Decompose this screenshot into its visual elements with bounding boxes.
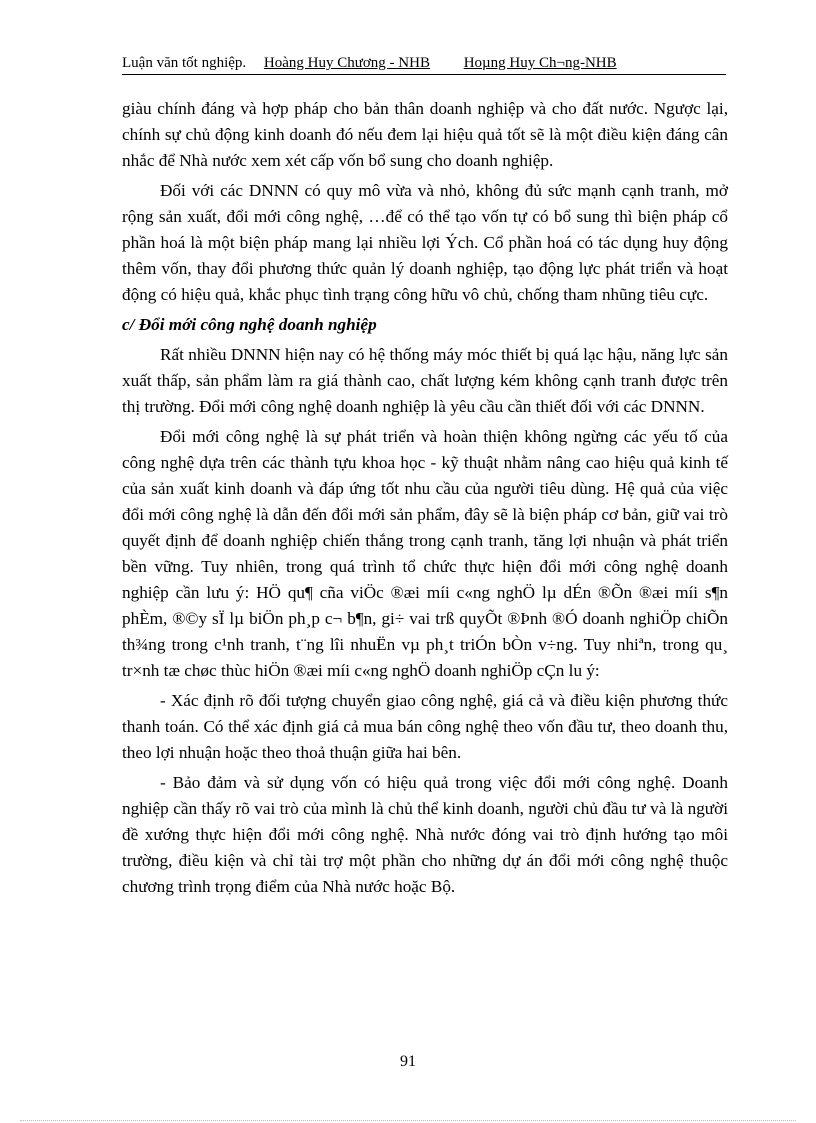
header-author-name-encoded: Hoµng Huy Ch¬ng-NHB	[463, 55, 617, 71]
running-header	[122, 54, 726, 75]
header-author-name: Hoàng Huy Chương - NHB	[263, 55, 430, 71]
page-number: 91	[400, 1053, 416, 1070]
page-bottom-divider	[20, 1120, 796, 1121]
header-thesis-label: Luận văn tốt nghiệp.	[122, 55, 247, 71]
paragraph: - Bảo đảm và sử dụng vốn có hiệu quả trong việc đổi mới công nghệ. Doanh nghiệp cần thấy rõ vai trò của mình là chủ thể kinh doanh, người chủ đầu tư và là người đề xướng thực hiện đổi mới công nghệ. Nhà nước đóng vai trò định hướng tạo môi trường, điều kiện và chỉ tài trợ một phần cho những dự án đổi mới công nghệ thuộc chương trình trọng điểm của Nhà nước hoặc Bộ.	[122, 773, 728, 896]
section-heading: c/ Đổi mới công nghệ doanh nghiệp	[122, 315, 377, 334]
body-text	[122, 96, 728, 904]
paragraph: Đổi mới công nghệ là sự phát triển và hoàn thiện không ngừng các yếu tố của công nghệ dựa trên các thành tựu khoa học - kỹ thuật nhằm nâng cao hiệu quả kinh tế của sản xuất kinh doanh và đáp ứng tốt nhu cầu của người tiêu dùng. Hệ quả của việc đổi mới công nghệ là dẫn đến đổi mới sản phẩm, đây sẽ là biện pháp cơ bản, giữ vai trò quyết định để doanh nghiệp chiến thắng trong cạnh tranh, tăng lợi nhuận và phát triển bền vững. Tuy nhiên, trong quá trình tổ chức thực hiện đổi mới công nghệ doanh nghiệp cần lưu ý: HÖ qu¶ cña viÖc ®æi míi c«ng nghÖ lµ dÉn ®Õn ®æi míi s¶n phÈm, ®©y sÏ lµ biÖn ph¸p c¬ b¶n, gi÷ vai trß quyÕt ®Þnh ®Ó doanh nghiÖp chiÕn th¾ng trong c¹nh tranh, t¨ng lîi nhuËn vµ ph¸t triÓn bÒn v÷ng. Tuy nhiªn, trong qu¸ tr×nh tæ chøc thùc hiÖn ®æi míi c«ng nghÖ doanh nghiÖp cÇn lu ý:	[122, 427, 728, 680]
paragraph: Rất nhiều DNNN hiện nay có hệ thống máy móc thiết bị quá lạc hậu, năng lực sản xuất thấp, sản phẩm làm ra giá thành cao, chất lượng kém không cạnh tranh được trên thị trường. Đổi mới công nghệ doanh nghiệp là yêu cầu cần thiết đối với các DNNN.	[122, 345, 728, 416]
paragraph: giàu chính đáng và hợp pháp cho bản thân doanh nghiệp và cho đất nước. Ngược lại, chính sự chủ động kinh doanh đó nếu đem lại hiệu quả tốt sẽ là một điều kiện đáng cân nhắc để Nhà nước xem xét cấp vốn bổ sung cho doanh nghiệp.	[122, 99, 728, 170]
paragraph: Đối với các DNNN có quy mô vừa và nhỏ, không đủ sức mạnh cạnh tranh, mở rộng sản xuất, đổi mới công nghệ, …để có thể tạo vốn tự có bổ sung thì biện pháp cổ phần hoá là một biện pháp mang lại nhiều lợi Ých. Cổ phần hoá có tác dụng huy động thêm vốn, thay đổi phương thức quản lý doanh nghiệp, tạo động lực phát triển và hoạt động có hiệu quả, khắc phục tình trạng công hữu vô chủ, chống tham nhũng tiêu cực.	[122, 181, 728, 304]
paragraph: - Xác định rõ đối tượng chuyển giao công nghệ, giá cả và điều kiện phương thức thanh toán. Có thể xác định giá cả mua bán công nghệ theo vốn đầu tư, theo doanh thu, theo lợi nhuận hoặc theo thoả thuận giữa hai bên.	[122, 691, 728, 762]
